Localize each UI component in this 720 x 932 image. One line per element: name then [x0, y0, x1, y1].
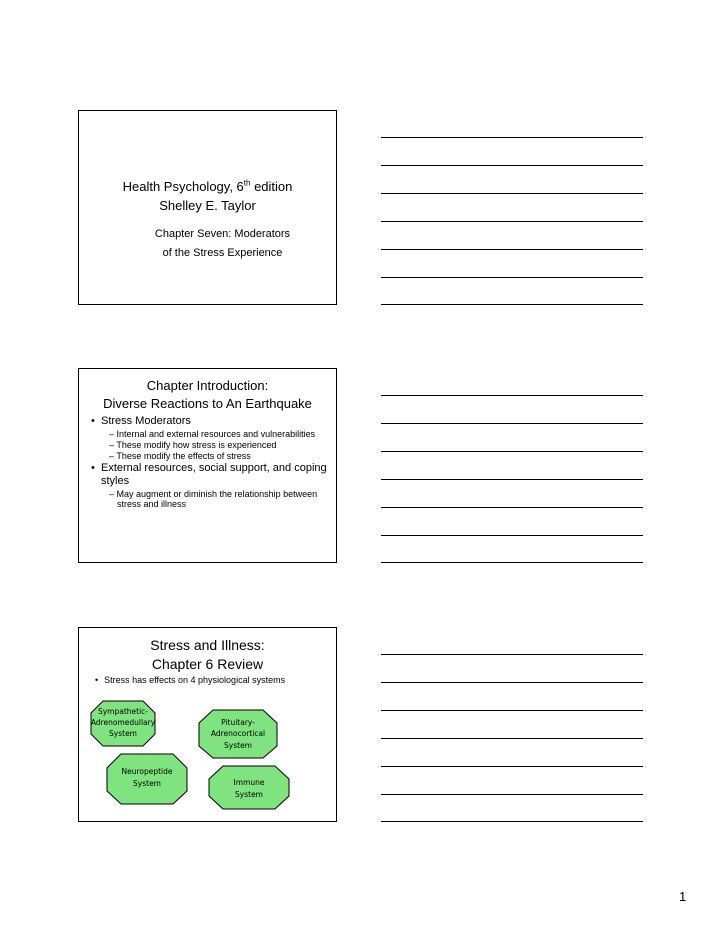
- bullet-icon: •: [91, 415, 95, 427]
- bullet-icon: •: [95, 675, 99, 685]
- slide-3-title-line1: Stress and Illness:: [150, 637, 265, 653]
- system-label: System: [224, 741, 252, 750]
- slide-1-author: Shelley E. Taylor: [159, 198, 256, 213]
- notes-line: [381, 451, 643, 452]
- system-label: Pituitary-: [221, 718, 255, 727]
- bullet-text: External resources, social support, and coping styles: [101, 462, 327, 487]
- system-label: Adrenocortical: [210, 729, 266, 738]
- system-label: Immune: [233, 778, 265, 787]
- bullet-text: Stress has effects on 4 physiological systems: [104, 675, 286, 685]
- notes-line: [381, 562, 643, 563]
- notes-line: [381, 766, 643, 767]
- notes-line: [381, 535, 643, 536]
- title-suffix: edition: [250, 179, 293, 194]
- bullet-text: Stress Moderators: [101, 415, 191, 427]
- system-label: System: [109, 729, 137, 738]
- subtitle-line1: Chapter Seven: Moderators: [154, 228, 291, 240]
- slide-2-title-line1: Chapter Introduction:: [146, 378, 269, 393]
- notes-line: [381, 221, 643, 222]
- notes-line: [381, 654, 643, 655]
- notes-line: [381, 277, 643, 278]
- slide-3-title-line2: Chapter 6 Review: [151, 656, 264, 672]
- system-sympathetic-adrenomedullary: [91, 701, 156, 746]
- notes-line: [381, 165, 643, 166]
- notes-line: [381, 395, 643, 396]
- slide-2: [78, 368, 337, 563]
- notes-line: [381, 137, 643, 138]
- notes-line: [381, 479, 643, 480]
- system-label: System: [235, 790, 263, 799]
- slide-1: [78, 110, 337, 305]
- system-label: Sympathetic-: [97, 707, 149, 716]
- notes-line: [381, 738, 643, 739]
- subtitle-line2: of the Stress Experience: [162, 247, 283, 259]
- notes-line: [381, 710, 643, 711]
- sub-bullet: – May augment or diminish the relationship between stress and illness: [109, 489, 318, 509]
- bullet-item: [91, 415, 328, 428]
- notes-line: [381, 682, 643, 683]
- title-prefix: Health Psychology, 6: [122, 179, 244, 194]
- notes-line: [381, 193, 643, 194]
- slide-1-title-line1: [79, 177, 336, 196]
- notes-line: [381, 249, 643, 250]
- notes-line: [381, 821, 643, 822]
- notes-line: [381, 507, 643, 508]
- bullet-icon: •: [91, 462, 95, 474]
- slide-3: [78, 627, 337, 822]
- system-neuropeptide: [107, 754, 187, 804]
- system-label: Adrenomedullary: [90, 718, 156, 727]
- slide-2-title-line2: Diverse Reactions to An Earthquake: [103, 396, 312, 411]
- system-label: Neuropeptide: [121, 767, 173, 776]
- sub-bullet: – Internal and external resources and vulnerabilities: [109, 429, 316, 439]
- slide-2-bullets: [91, 415, 328, 510]
- notes-line: [381, 423, 643, 424]
- system-immune: [209, 766, 289, 809]
- physiological-systems-diagram: [79, 628, 336, 821]
- slide-2-title: [79, 377, 336, 413]
- sub-bullet: – These modify how stress is experienced: [109, 440, 277, 450]
- system-label: System: [133, 779, 161, 788]
- notes-line: [381, 304, 643, 305]
- system-pituitary-adrenocortical: [199, 710, 277, 758]
- slide-1-title: [79, 177, 336, 215]
- bullet-item: [91, 462, 328, 488]
- page-number: 1: [679, 889, 687, 904]
- octagon-shape: [209, 766, 289, 809]
- notes-line: [381, 794, 643, 795]
- sub-bullet: – These modify the effects of stress: [109, 451, 251, 461]
- title-superscript: th: [243, 178, 251, 188]
- slide-1-subtitle: [79, 225, 336, 263]
